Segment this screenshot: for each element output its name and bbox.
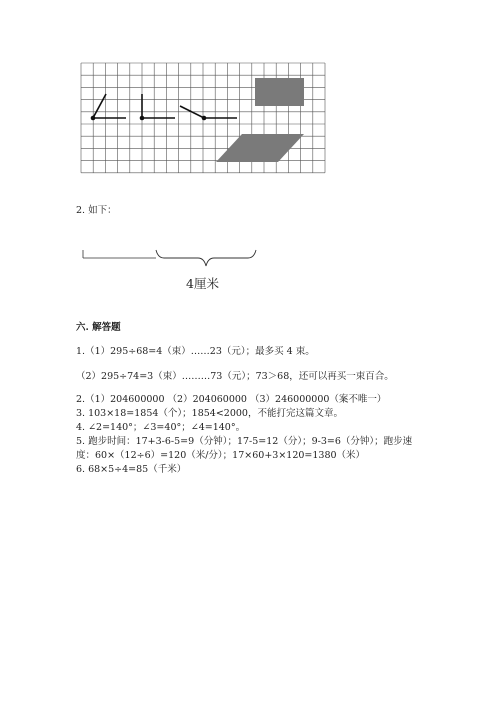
answer-line: 4. ∠2=140°；∠3=40°；∠4=140°。 (76, 422, 246, 433)
angle-vertex-3 (202, 116, 207, 121)
angle-2 (142, 94, 175, 118)
answer-line: 1.（1）295÷68=4（束）……23（元）；最多买 4 束。 (76, 346, 315, 357)
answer-line: 6. 68×5÷4=85（千米） (76, 464, 187, 475)
answer-line: （2）295÷74=3（束）………73（元）；73＞68，还可以再买一束百合。 (76, 371, 394, 382)
answer-line: 度：60×（12÷6）=120（米/分）；17×60+3×120=1380（米） (76, 450, 366, 461)
angle-vertex-1 (91, 116, 96, 121)
shaded-parallelogram (216, 134, 304, 162)
section-title: 六. 解答题 (76, 322, 121, 333)
answer-line: 2.（1）204600000 （2）204060000 （3）246000000（案不唯一） (76, 394, 387, 405)
question-2-label: 2. 如下： (76, 205, 117, 216)
answer-line: 3. 103×18=1854（个）；1854<2000，不能打完这篇文章。 (76, 408, 343, 419)
shaded-rectangle (255, 78, 304, 106)
angle-vertex-2 (140, 116, 145, 121)
brace-label: 4厘米 (186, 276, 219, 291)
grid-figure (80, 62, 330, 184)
length-brace (80, 248, 260, 272)
answer-line: 5. 跑步时间：17+3-6-5=9（分钟）；17-5=12（分）；9-3=6（分钟）；跑步速 (76, 436, 413, 447)
angle-1 (93, 94, 126, 118)
